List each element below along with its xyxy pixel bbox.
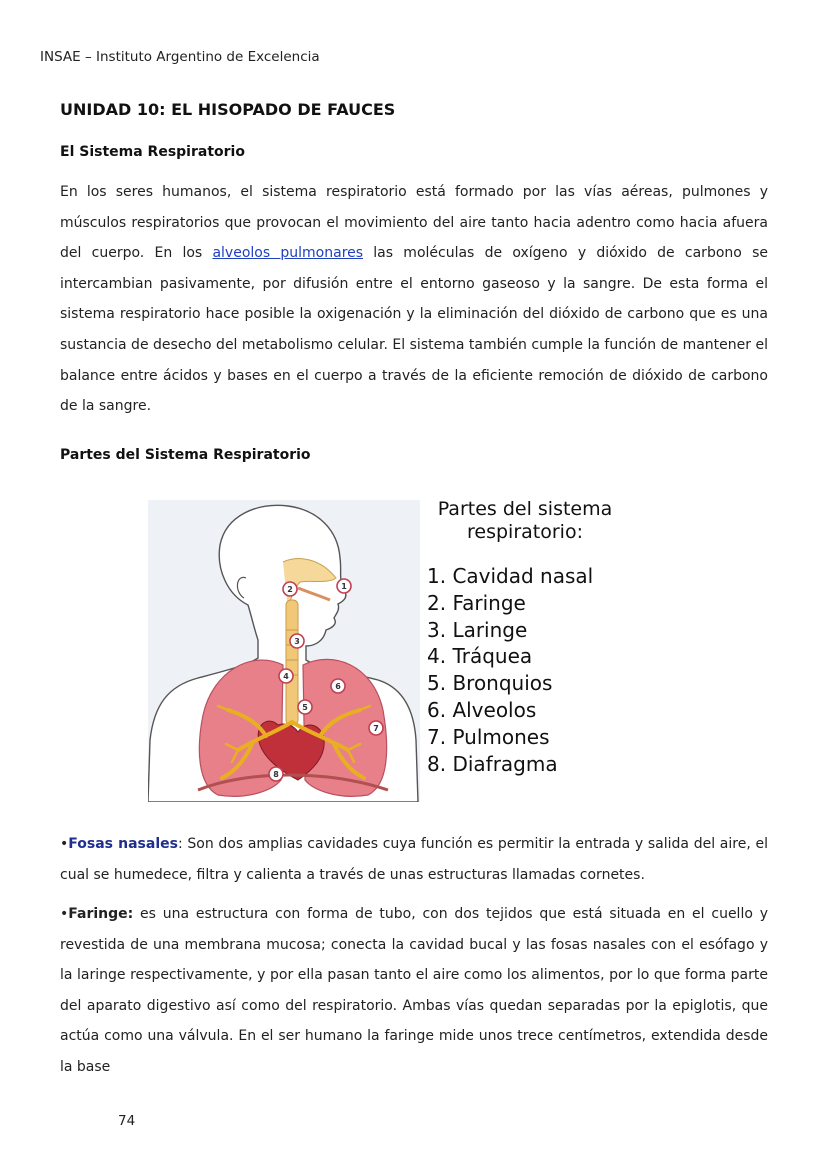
- marker-6-label: 6: [335, 682, 341, 691]
- bullet-faringe: [60, 899, 768, 1083]
- parts-list-item: 1. Cavidad nasal: [427, 564, 594, 588]
- marker-7-label: 7: [373, 724, 379, 733]
- parts-list-item: 7. Pulmones: [427, 724, 550, 749]
- figure-title: [430, 498, 620, 544]
- bullet-dot: •: [60, 836, 69, 852]
- parts-list-item: 3. Laringe: [427, 617, 528, 642]
- marker-2-label: 2: [287, 585, 293, 594]
- faringe-description: es una estructura con forma de tubo, con dos tejidos que está situada en el cuello y revestida de una membrana mucosa; conecta la cavidad bucal y las fosas nasales con el esófago y la laringe respectivamente, y por ella pasan tanto el aire como los alimentos, por lo que forma parte del aparato digestivo así como del respiratorio. Ambas vías quedan separadas por la epiglotis, que actúa como una válvula. En el ser humano la faringe mide unos trece centímetros, extendida desde la base: [60, 906, 768, 1075]
- figure-title-line2: respiratorio:: [467, 521, 583, 543]
- section-title-sistema: El Sistema Respiratorio: [60, 144, 245, 160]
- marker-5-label: 5: [302, 703, 308, 712]
- section-title-partes: Partes del Sistema Respiratorio: [60, 447, 311, 463]
- trachea: [286, 600, 298, 725]
- parts-list-item: 8. Diafragma: [427, 751, 558, 776]
- bullet-dot: •: [60, 906, 69, 922]
- alveolos-link[interactable]: alveolos pulmonares: [212, 245, 364, 262]
- marker-4-label: 4: [283, 672, 289, 681]
- intro-text-start: En los seres humanos, el sistema respiratorio está formado por las vías aéreas, pulmones y músculos respiratorios que provocan el movimiento del aire tanto hacia adentro como hacia afuera del cuerpo. En los: [60, 184, 768, 262]
- parts-list-item: 4. Tráquea: [427, 644, 533, 669]
- bullet-fosas-nasales: [60, 829, 768, 890]
- marker-8-label: 8: [273, 770, 279, 779]
- parts-list-item: 2. Faringe: [427, 590, 526, 615]
- term-fosas-nasales: Fosas nasales: [68, 836, 178, 852]
- intro-paragraph: [60, 177, 768, 422]
- unit-title: UNIDAD 10: EL HISOPADO DE FAUCES: [60, 100, 396, 119]
- marker-1-label: 1: [341, 582, 347, 591]
- marker-3-label: 3: [294, 637, 300, 646]
- page-number: 74: [118, 1113, 136, 1129]
- respiratory-system-figure: [148, 500, 420, 802]
- parts-list-item: 5. Bronquios: [427, 671, 553, 696]
- fosas-description: : Son dos amplias cavidades cuya función es permitir la entrada y salida del aire, el cual se humedece, filtra y calienta a través de unas estructuras llamadas cornetes.: [60, 836, 768, 883]
- figure-title-line1: Partes del sistema: [437, 498, 613, 520]
- term-faringe: Faringe:: [68, 906, 134, 922]
- intro-text-end: las moléculas de oxígeno y dióxido de carbono se intercambian pasivamente, por difusión entre el entorno gaseoso y la sangre. De esta forma el sistema respiratorio hace posible la oxigenación y la eliminación del dióxido de carbono que es una sustancia de desecho del metabolismo celular. El sistema también cumple la función de mantener el balance entre ácidos y bases en el cuerpo a través de la eficiente remoción de dióxido de carbono de la sangre.: [60, 245, 768, 415]
- parts-list: [427, 563, 593, 777]
- parts-list-item: 6. Alveolos: [427, 697, 537, 722]
- page-header: INSAE – Instituto Argentino de Excelencia: [40, 49, 320, 65]
